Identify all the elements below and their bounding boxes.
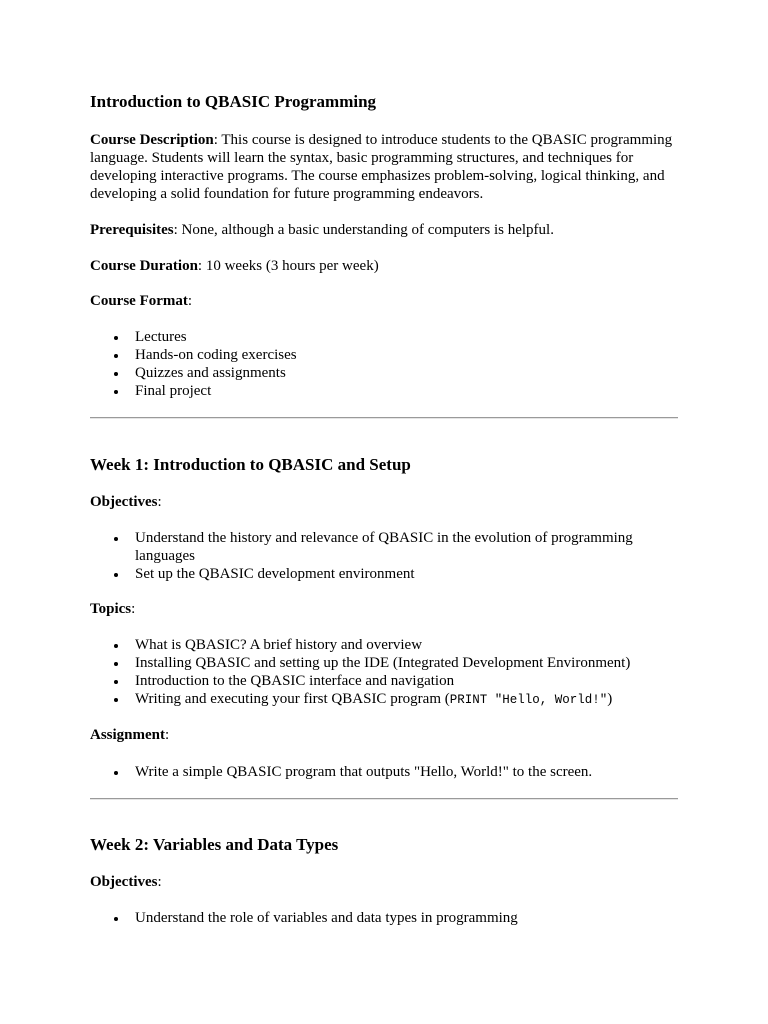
course-duration-paragraph <box>90 257 680 275</box>
list-item: Understand the role of variables and data types in programming <box>135 909 680 927</box>
code-snippet: PRINT "Hello, World!" <box>449 693 608 707</box>
week1-objectives-heading <box>90 493 680 511</box>
course-format-colon: : <box>187 293 193 309</box>
course-duration-text: : 10 weeks (3 hours per week) <box>197 258 379 274</box>
week1-objectives-label: Objectives <box>90 494 158 510</box>
topic-text-suffix: ) <box>607 691 613 707</box>
course-description-paragraph <box>90 131 680 203</box>
colon: : <box>157 494 162 510</box>
colon: : <box>165 727 170 743</box>
week1-objectives-list <box>90 529 680 583</box>
colon: : <box>157 874 162 890</box>
week2-heading: Week 2: Variables and Data Types <box>90 835 339 854</box>
colon: : <box>131 601 136 617</box>
course-format-label: Course Format <box>90 293 188 309</box>
list-item: Hands-on coding exercises <box>135 346 680 364</box>
list-item: Understand the history and relevance of QBASIC in the evolution of programming languages <box>135 529 680 565</box>
course-duration-label: Course Duration <box>90 258 198 274</box>
list-item <box>135 690 680 709</box>
course-format-paragraph <box>90 292 680 310</box>
course-description-label: Course Description <box>90 132 214 148</box>
week2-objectives-list <box>90 909 680 927</box>
course-description-text: : This course is designed to introduce students to the QBASIC programming language. Students will learn the syntax, basic programming structures, and techniques for developing interactive programs. The course emphasizes problem-solving, logical thinking, and developing a solid foundation for future programming endeavors. <box>90 132 673 202</box>
prerequisites-label: Prerequisites <box>90 222 174 238</box>
week1-assignment-list <box>90 763 680 781</box>
week2-objectives-label: Objectives <box>90 874 158 890</box>
topic-text: Writing and executing your first QBASIC program ( <box>135 691 450 707</box>
list-item: Installing QBASIC and setting up the IDE (Integrated Development Environment) <box>135 654 680 672</box>
week2-objectives-heading <box>90 873 680 891</box>
section-divider <box>90 417 678 419</box>
week1-heading: Week 1: Introduction to QBASIC and Setup <box>90 455 411 474</box>
week1-topics-heading <box>90 600 680 618</box>
week1-topics-list <box>90 636 680 709</box>
list-item: Quizzes and assignments <box>135 364 680 382</box>
list-item: Lectures <box>135 328 680 346</box>
prerequisites-text: : None, although a basic understanding of computers is helpful. <box>173 222 554 238</box>
prerequisites-paragraph <box>90 221 680 239</box>
week1-topics-label: Topics <box>90 601 132 617</box>
list-item: Set up the QBASIC development environment <box>135 565 680 583</box>
week1-assignment-label: Assignment <box>90 727 166 743</box>
page-title: Introduction to QBASIC Programming <box>90 92 377 111</box>
list-item: Final project <box>135 382 680 400</box>
list-item: What is QBASIC? A brief history and overview <box>135 636 680 654</box>
week1-assignment-heading <box>90 726 680 744</box>
course-format-list <box>90 328 680 400</box>
list-item: Introduction to the QBASIC interface and navigation <box>135 672 680 690</box>
list-item: Write a simple QBASIC program that outputs "Hello, World!" to the screen. <box>135 763 680 781</box>
section-divider <box>90 798 678 800</box>
